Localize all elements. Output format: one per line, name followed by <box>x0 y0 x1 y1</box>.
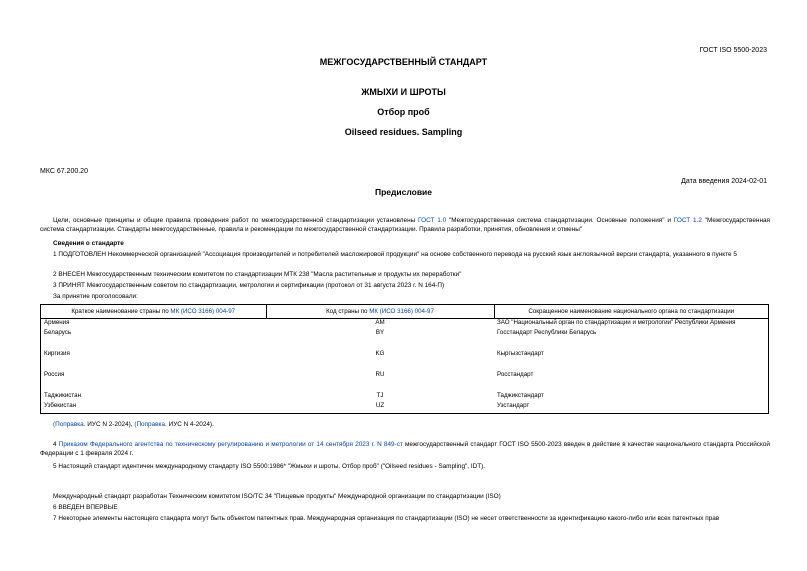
item-4-enacted <box>40 440 770 458</box>
code-cell: RU <box>375 370 385 378</box>
code-cell: UZ <box>266 402 494 414</box>
country-cell: Беларусь <box>41 329 267 350</box>
column-header-body: Сокращенное наименование национального органа по стандартизации <box>494 305 769 319</box>
rosstandart-order-link[interactable]: Приказом Федерального агентства по техническому регулированию и метрологии от 14 сентября 2023 г. N 849-ст <box>58 441 403 448</box>
countries-table <box>40 304 769 414</box>
standard-info-heading: Сведения о стандарте <box>53 240 124 247</box>
preface-paragraph <box>40 216 770 234</box>
code-cell: TJ <box>376 391 384 399</box>
country-cell: Киргизия <box>41 350 267 371</box>
document-code: ГОСТ ISO 5500-2023 <box>699 47 767 54</box>
body-cell: Кыргызстандарт <box>494 350 769 371</box>
body-cell: Росстандарт <box>494 371 769 392</box>
amendment-link[interactable]: (Поправка. <box>53 421 86 428</box>
table-row <box>41 392 769 402</box>
column-header-country <box>41 305 267 319</box>
body-cell: Узстандарт <box>494 402 769 414</box>
body-cell: Госстандарт Республики Беларусь <box>494 329 769 350</box>
voted-for-label: За принятие проголосовали: <box>53 293 138 300</box>
table-row <box>41 402 769 414</box>
item-6-first-introduced: 6 ВВЕДЕН ВПЕРВЫЕ <box>53 504 118 511</box>
country-cell: Россия <box>41 371 267 392</box>
standard-title-ru: ЖМЫХИ И ШРОТЫ <box>361 87 446 97</box>
amendment-text: ИУС N 2-2024), <box>85 421 135 428</box>
amendment-link[interactable]: (Поправка. <box>134 421 167 428</box>
standard-subtitle-ru: Отбор проб <box>377 107 430 117</box>
column-header-code <box>266 305 494 319</box>
item-5-identical: 5 Настоящий стандарт идентичен международному стандарту ISO 5500:1986* "Жмыхи и шроты. Отбор проб" ("Oilseed residues - Sampling", IDT). <box>53 463 486 470</box>
item-7-patents: 7 Некоторые элементы настоящего стандарта могут быть объектом патентных прав. Международная организация по стандартизации (ISO) не несет ответственности за идентификацию какого-либо или всех патентных прав <box>53 515 720 522</box>
amendments-line <box>40 420 770 429</box>
table-header-row <box>41 305 769 319</box>
table-row <box>41 319 769 329</box>
preface-text: Цели, основные принципы и общие правила проведения работ по межгосударственной стандартизации установлены <box>53 217 419 224</box>
preface-text: "Межгосударственная система стандартизации. Основные положения" и <box>446 217 674 224</box>
mks-code: МКС 67.200.20 <box>40 168 88 175</box>
table-row <box>41 350 769 371</box>
table-row <box>41 371 769 392</box>
body-cell: ЗАО "Национальный орган по стандартизации и метрологии" Республики Армения <box>494 319 769 329</box>
mk-iso-3166-link[interactable]: МК (ИСО 3166) 004-97 <box>369 308 434 315</box>
header-text: Код страны по <box>326 308 370 315</box>
item-2-introduced: 2 ВНЕСЕН Межгосударственным техническим комитетом по стандартизации МТК 238 "Масла растительные и продукты их переработки" <box>53 271 462 278</box>
preface-text: "Межгосударственная система стандартизации. Стандарты межгосударственные, правила и рекомендации по межгосударственной стандартизации. Правила разработки, принятия, обновления и отмены" <box>40 217 771 233</box>
gost-1-2-link[interactable]: ГОСТ 1.2 <box>673 217 702 224</box>
item-number: 4 <box>53 441 59 448</box>
country-cell: Армения <box>41 319 267 329</box>
standard-type-heading: МЕЖГОСУДАРСТВЕННЫЙ СТАНДАРТ <box>319 57 488 67</box>
introduction-date: Дата введения 2024-02-01 <box>681 178 767 185</box>
country-cell: Таджикистан <box>41 392 267 402</box>
item-1-prepared: 1 ПОДГОТОВЛЕН Некоммерческой организацией "Ассоциация производителей и потребителей масложировой продукции" на основе собственного перевода на русский язык англоязычной версии стандарта, указанного в пункте 5 <box>53 251 737 258</box>
international-standard-note: Международный стандарт разработан Техническим комитетом ISO/TC 34 "Пищевые продукты" Международной организации по стандартизации (ISO) <box>53 493 501 500</box>
table-row <box>41 329 769 350</box>
standard-title-en: Oilseed residues. Sampling <box>344 127 463 137</box>
item-3-adopted: 3 ПРИНЯТ Межгосударственным советом по стандартизации, метрологии и сертификации (протокол от 31 августа 2023 г. N 164-П) <box>53 282 445 289</box>
gost-1-0-link[interactable]: ГОСТ 1.0 <box>418 217 447 224</box>
code-cell: AM <box>375 319 385 326</box>
mk-iso-3166-link[interactable]: МК (ИСО 3166) 004-97 <box>170 308 236 315</box>
code-cell: KG <box>375 349 385 357</box>
body-cell: Таджикстандарт <box>494 392 769 402</box>
header-text: Краткое наименование страны по <box>71 308 171 315</box>
item-text: межгосударственный стандарт ГОСТ ISO 5500-2023 введен в действие в качестве национального стандарта Российской Федерации с 1 февраля 2024 г. <box>40 441 770 457</box>
country-cell: Узбекистан <box>41 402 267 414</box>
preface-heading: Предисловие <box>374 187 433 197</box>
code-cell: BY <box>375 328 385 336</box>
amendment-text: ИУС N 4-2024). <box>166 421 214 428</box>
